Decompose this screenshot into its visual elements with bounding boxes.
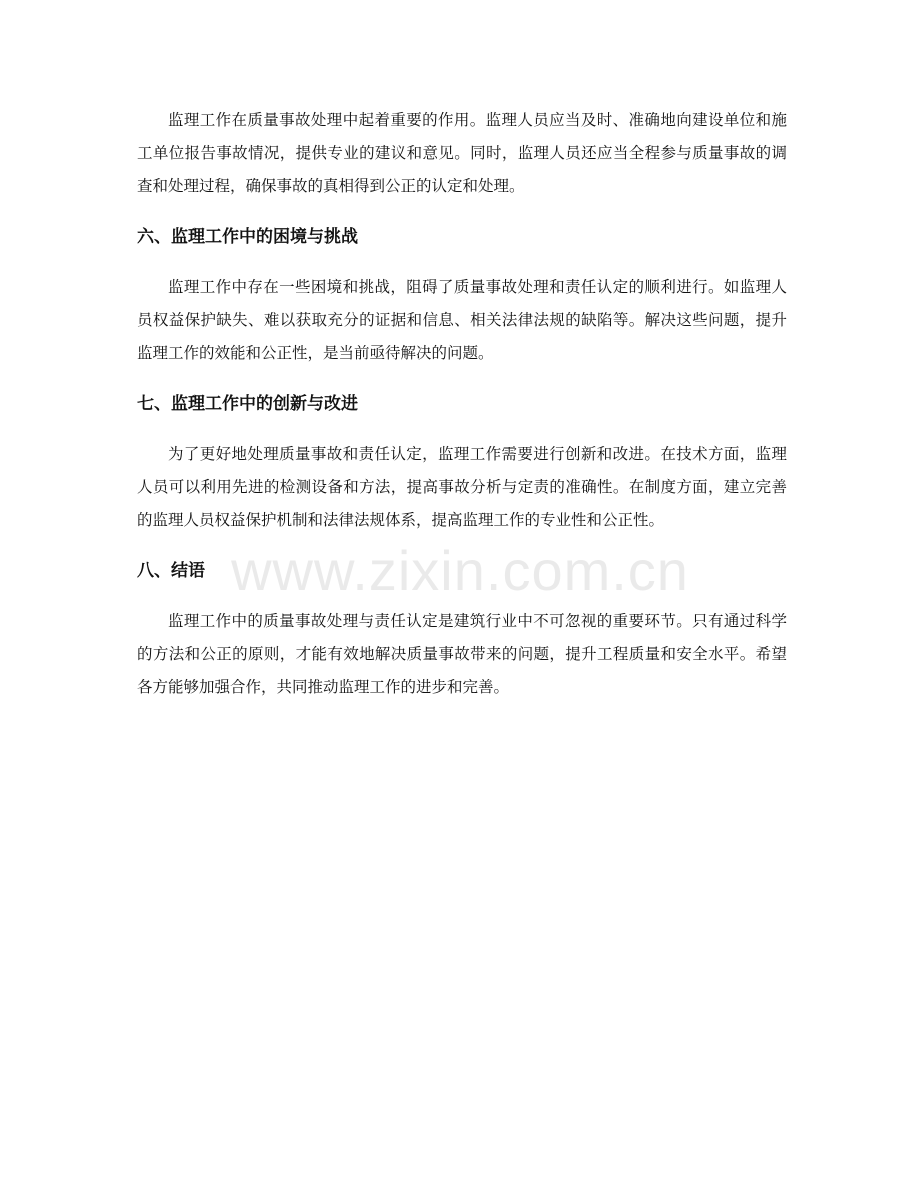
paragraph-section-8: 监理工作中的质量事故处理与责任认定是建筑行业中不可忽视的重要环节。只有通过科学的方法和公正的原则，才能有效地解决质量事故带来的问题，提升工程质量和安全水平。希望各方能够加强合作，共同推动监理工作的进步和完善。: [137, 612, 787, 696]
paragraph-section-7: 为了更好地处理质量事故和责任认定，监理工作需要进行创新和改进。在技术方面，监理人员可以利用先进的检测设备和方法，提高事故分析与定责的准确性。在制度方面，建立完善的监理人员权益保护机制和法律法规体系，提高监理工作的专业性和公正性。: [137, 445, 787, 529]
section-heading-8: 八、结语: [137, 561, 205, 581]
section-heading-7: 七、监理工作中的创新与改进: [137, 394, 358, 414]
document-body: [137, 104, 787, 704]
paragraph-section-6: 监理工作中存在一些困境和挑战，阻碍了质量事故处理和责任认定的顺利进行。如监理人员权益保护缺失、难以获取充分的证据和信息、相关法律法规的缺陷等。解决这些问题，提升监理工作的效能和公正性，是当前亟待解决的问题。: [137, 278, 787, 362]
section-heading-6: 六、监理工作中的困境与挑战: [137, 227, 358, 247]
paragraph-intro: 监理工作在质量事故处理中起着重要的作用。监理人员应当及时、准确地向建设单位和施工单位报告事故情况，提供专业的建议和意见。同时，监理人员还应当全程参与质量事故的调查和处理过程，确保事故的真相得到公正的认定和处理。: [137, 111, 787, 195]
watermark: www.zixin.com.cn: [231, 539, 689, 602]
